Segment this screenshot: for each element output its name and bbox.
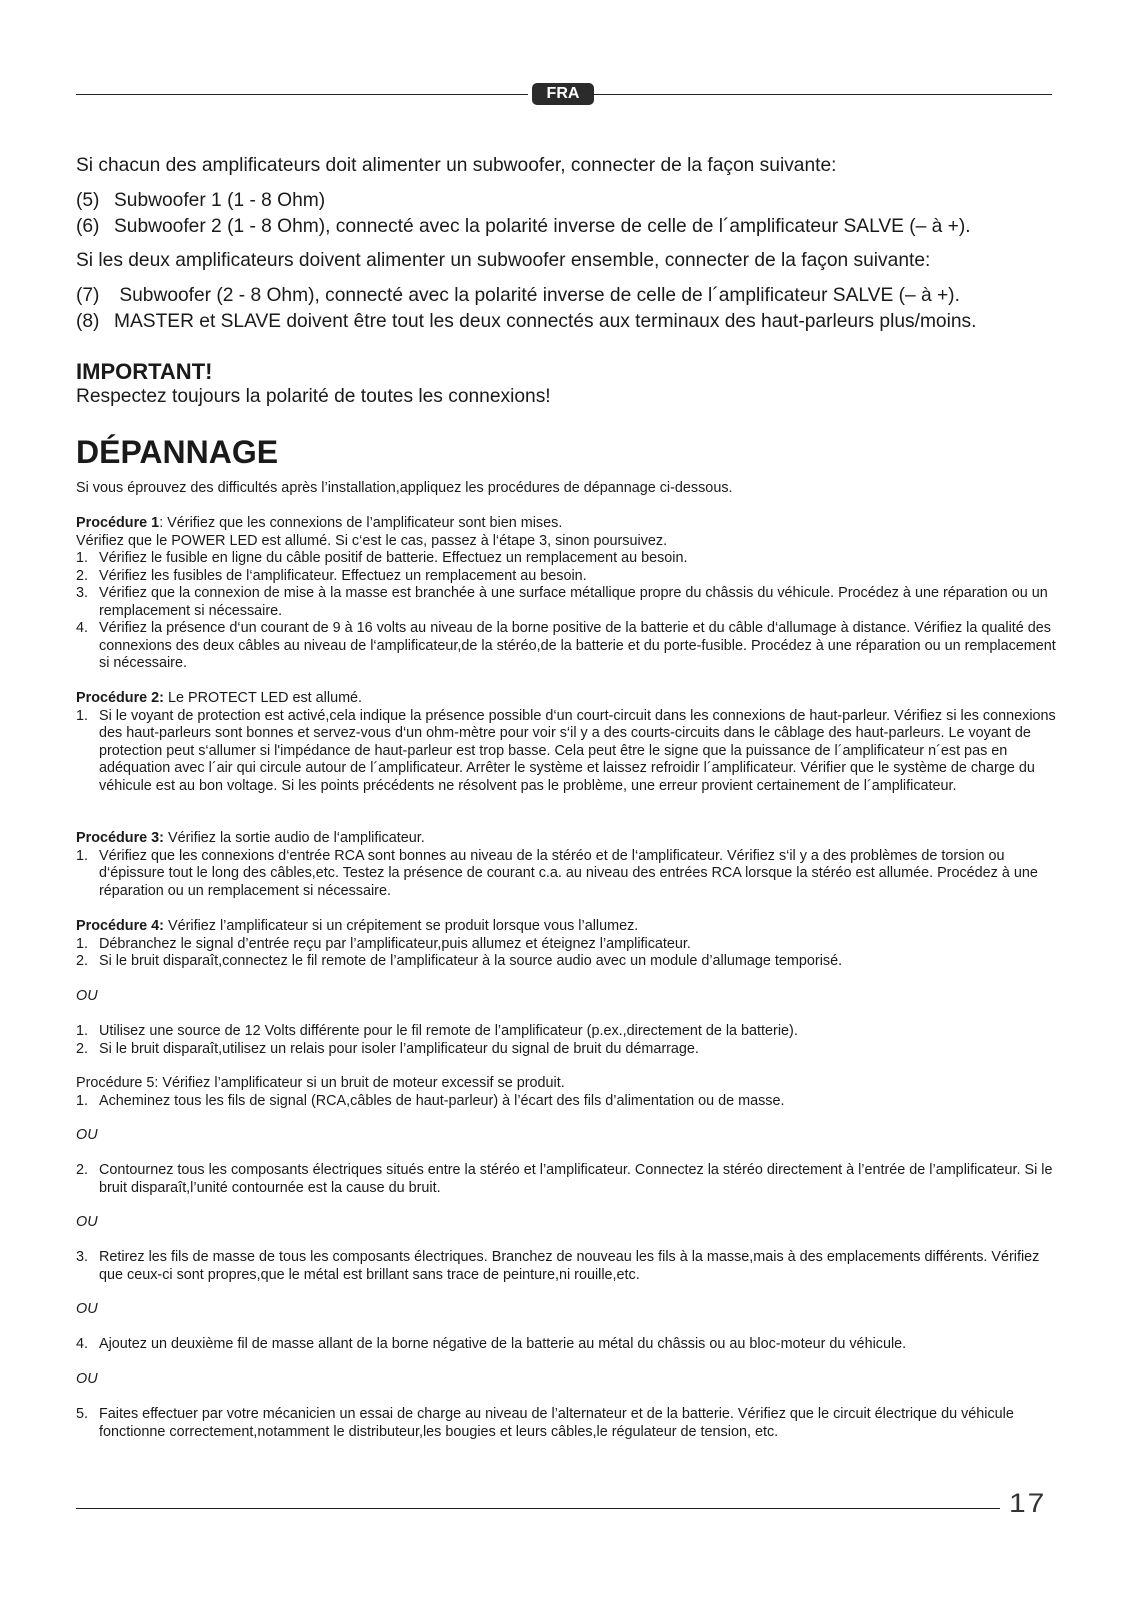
list-item: 1. Si le voyant de protection est activé,cela indique la présence possible d‘un court-circuit dans les connexions de haut-parleur. Vérifiez si les connexions des haut-parleurs sont bonnes et servez-vous d‘un ohm-mètre pour voir s‘il y a des courts-circuits dans le câblage des haut-parleurs. Le voyant de protection peut s‘allumer si l'impédance de haut-parleur est trop basse. Cela peut être le signe que la puissance de l´amplificateur n´est pas en adéquation avec l´air qui circule autour de l´amplificateur. Arrêter le système et laissez refroidir l´amplificateur. Vérifier que le système de charge du véhicule est au bon voltage. Si les points précédents ne résolvent pas le problème, une erreur provient certainement de l´amplificateur. bbox=[76, 707, 1056, 794]
list-item: 2. Contournez tous les composants électriques situés entre la stéréo et l’amplificateur. Connectez la stéréo directement à l’entrée de l’amplificateur. Si le bruit disparaît,l’unité contournée est la cause du bruit. bbox=[76, 1162, 1053, 1196]
list-item: 3. Vérifiez que la connexion de mise à la masse est branchée à une surface métallique propre du châssis du véhicule. Procédez à une réparation ou un remplacement si nécessaire. bbox=[76, 585, 1048, 619]
list-item: (5) Subwoofer 1 (1 - 8 Ohm) bbox=[76, 190, 326, 211]
or-separator: OU bbox=[76, 1371, 98, 1387]
list-item: (7) Subwoofer (2 - 8 Ohm), connecté avec la polarité inverse de celle de l´amplificateur SALVE (– à +). bbox=[76, 285, 960, 306]
list-item: 5. Faites effectuer par votre mécanicien un essai de charge au niveau de l’alternateur et de la batterie. Vérifiez que le circuit électrique du véhicule fonctionne correctement,notamment le distributeur,les bougies et leurs câbles,le régulateur de tension, etc. bbox=[76, 1406, 1014, 1440]
intro-line: Si chacun des amplificateurs doit alimenter un subwoofer, connecter de la façon suivante: bbox=[76, 155, 837, 176]
important-text: Respectez toujours la polarité de toutes les connexions! bbox=[76, 386, 551, 407]
list-item: 4. Ajoutez un deuxième fil de masse allant de la borne négative de la batterie au métal du châssis ou au bloc-moteur du véhicule. bbox=[76, 1336, 907, 1352]
list-item: 1. Débranchez le signal d’entrée reçu par l’amplificateur,puis allumez et éteignez l’amplificateur. bbox=[76, 935, 691, 952]
header-rule bbox=[592, 94, 1052, 95]
list-item: 2. Si le bruit disparaît,utilisez un relais pour isoler l’amplificateur du signal de bruit du démarrage. bbox=[76, 1040, 699, 1057]
page-number: 17 bbox=[1009, 1488, 1047, 1519]
intro-line: Si les deux amplificateurs doivent alimenter un subwoofer ensemble, connecter de la façon suivante: bbox=[76, 250, 931, 271]
troubleshooting-intro: Si vous éprouvez des difficultés après l’installation,appliquez les procédures de dépannage ci-dessous. bbox=[76, 480, 733, 496]
list-item: (6) Subwoofer 2 (1 - 8 Ohm), connecté avec la polarité inverse de celle de l´amplificateur SALVE (– à +). bbox=[76, 216, 971, 237]
procedure-1-heading: Procédure 1: Vérifiez que les connexions de l’amplificateur sont bien mises. bbox=[76, 515, 563, 531]
important-heading: IMPORTANT! bbox=[76, 359, 213, 384]
language-badge: FRA bbox=[532, 83, 594, 105]
list-item: 4. Vérifiez la présence d‘un courant de 9 à 16 volts au niveau de la borne positive de la batterie et du câble d‘allumage à distance. Vérifiez la qualité des connexions des deux câbles au niveau de l‘amplificateur,de la stéréo,de la batterie et du porte-fusible. Procédez à une réparation ou un remplacement si nécessaire. bbox=[76, 620, 1056, 671]
list-item: 1. Acheminez tous les fils de signal (RCA,câbles de haut-parleur) à l’écart des fils d’alimentation ou de masse. bbox=[76, 1092, 785, 1109]
section-title: DÉPANNAGE bbox=[76, 434, 279, 470]
list-item: 3. Retirez les fils de masse de tous les composants électriques. Branchez de nouveau les fils à la masse,mais à des emplacements différents. Vérifiez que ceux-ci sont propres,que le métal est brillant sans trace de peinture,ni rouille,etc. bbox=[76, 1249, 1040, 1283]
list-item: 2. Vérifiez les fusibles de l‘amplificateur. Effectuez un remplacement au besoin. bbox=[76, 567, 587, 584]
list-item: 1. Vérifiez que les connexions d‘entrée RCA sont bonnes au niveau de la stéréo et de l‘amplificateur. Vérifiez s‘il y a des problèmes de torsion ou d‘épissure tout le long des câbles,etc. Testez la présence de courant c.a. au niveau des entrées RCA lorsque la stéréo est allumée. Procédez à une réparation ou un remplacement si nécessaire. bbox=[76, 847, 1038, 899]
list-item: 2. Si le bruit disparaît,connectez le fil remote de l’amplificateur à la source audio avec un module d’allumage temporisé. bbox=[76, 953, 843, 969]
list-item: 1. Utilisez une source de 12 Volts différente pour le fil remote de l’amplificateur (p.ex.,directement de la batterie). bbox=[76, 1023, 798, 1039]
procedure-4-heading: Procédure 4: Vérifiez l’amplificateur si un crépitement se produit lorsque vous l’allumez. bbox=[76, 918, 639, 934]
footer-rule bbox=[76, 1508, 1000, 1509]
procedure-5-heading: Procédure 5: Vérifiez l’amplificateur si un bruit de moteur excessif se produit. bbox=[76, 1075, 565, 1091]
procedure-3-heading: Procédure 3: Vérifiez la sortie audio de l‘amplificateur. bbox=[76, 830, 425, 846]
header-rule bbox=[76, 94, 528, 95]
list-item: 1. Vérifiez le fusible en ligne du câble positif de batterie. Effectuez un remplacement au besoin. bbox=[76, 550, 688, 566]
procedure-1-line: Vérifiez que le POWER LED est allumé. Si c‘est le cas, passez à l‘étape 3, sinon poursuivez. bbox=[76, 532, 668, 549]
or-separator: OU bbox=[76, 1127, 98, 1143]
or-separator: OU bbox=[76, 988, 98, 1004]
or-separator: OU bbox=[76, 1301, 98, 1317]
or-separator: OU bbox=[76, 1214, 98, 1230]
procedure-2-heading: Procédure 2: Le PROTECT LED est allumé. bbox=[76, 690, 363, 706]
list-item: (8) MASTER et SLAVE doivent être tout les deux connectés aux terminaux des haut-parleurs plus/moins. bbox=[76, 311, 977, 332]
